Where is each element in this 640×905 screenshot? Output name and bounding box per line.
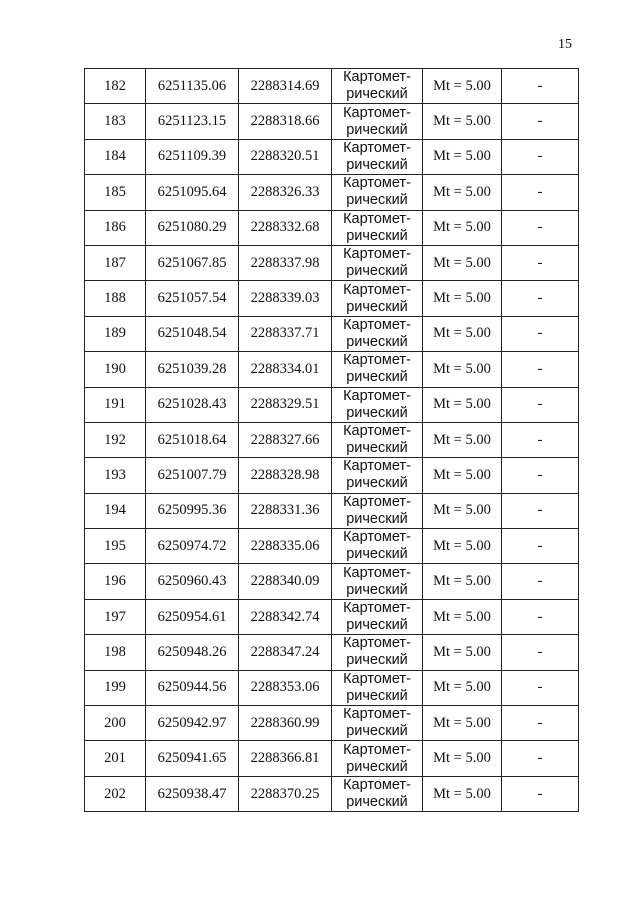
method-cell xyxy=(332,210,423,245)
table-row xyxy=(85,139,579,174)
method-cell xyxy=(332,706,423,741)
method-text-line: Картомет- xyxy=(343,316,411,333)
accuracy-cell: Mt = 5.00 xyxy=(423,529,502,564)
x-coordinate-cell: 6251039.28 xyxy=(146,352,239,387)
method-cell xyxy=(332,281,423,316)
accuracy-cell: Mt = 5.00 xyxy=(423,316,502,351)
method-text-line: рический xyxy=(346,156,408,173)
coordinates-table xyxy=(84,68,579,812)
method-text-line: Картомет- xyxy=(343,706,411,723)
table-row xyxy=(85,564,579,599)
method-cell xyxy=(332,245,423,280)
table-row xyxy=(85,529,579,564)
method-cell xyxy=(332,104,423,139)
table-row xyxy=(85,210,579,245)
method-cell xyxy=(332,422,423,457)
accuracy-cell: Mt = 5.00 xyxy=(423,706,502,741)
method-text-line: Картомет- xyxy=(343,600,411,617)
method-text-line: Картомет- xyxy=(343,423,411,440)
y-coordinate-cell: 2288366.81 xyxy=(239,741,332,776)
note-cell: - xyxy=(502,316,579,351)
method-text-line: рический xyxy=(346,475,408,492)
y-coordinate-cell: 2288340.09 xyxy=(239,564,332,599)
y-coordinate-cell: 2288337.98 xyxy=(239,245,332,280)
y-coordinate-cell: 2288334.01 xyxy=(239,352,332,387)
method-text-line: рический xyxy=(346,510,408,527)
note-cell: - xyxy=(502,139,579,174)
point-number-cell: 199 xyxy=(85,670,146,705)
y-coordinate-cell: 2288327.66 xyxy=(239,422,332,457)
point-number-cell: 202 xyxy=(85,776,146,811)
method-text-line: Картомет- xyxy=(343,246,411,263)
point-number-cell: 196 xyxy=(85,564,146,599)
table-row xyxy=(85,776,579,811)
point-number-cell: 188 xyxy=(85,281,146,316)
y-coordinate-cell: 2288320.51 xyxy=(239,139,332,174)
note-cell: - xyxy=(502,776,579,811)
point-number-cell: 197 xyxy=(85,599,146,634)
note-cell: - xyxy=(502,104,579,139)
method-cell xyxy=(332,776,423,811)
method-text-line: рический xyxy=(346,581,408,598)
table-row xyxy=(85,104,579,139)
point-number-cell: 191 xyxy=(85,387,146,422)
table-row xyxy=(85,458,579,493)
method-text-line: Картомет- xyxy=(343,777,411,793)
y-coordinate-cell: 2288335.06 xyxy=(239,529,332,564)
method-text-line: Картомет- xyxy=(343,529,411,546)
accuracy-cell: Mt = 5.00 xyxy=(423,776,502,811)
note-cell: - xyxy=(502,352,579,387)
point-number-cell: 189 xyxy=(85,316,146,351)
method-text-line: Картомет- xyxy=(343,458,411,475)
y-coordinate-cell: 2288314.69 xyxy=(239,69,332,104)
x-coordinate-cell: 6251057.54 xyxy=(146,281,239,316)
note-cell: - xyxy=(502,458,579,493)
x-coordinate-cell: 6251028.43 xyxy=(146,387,239,422)
point-number-cell: 201 xyxy=(85,741,146,776)
method-text-line: рический xyxy=(346,440,408,457)
note-cell: - xyxy=(502,529,579,564)
y-coordinate-cell: 2288318.66 xyxy=(239,104,332,139)
table-row xyxy=(85,741,579,776)
table-row xyxy=(85,245,579,280)
point-number-cell: 200 xyxy=(85,706,146,741)
method-text-line: рический xyxy=(346,227,408,244)
method-text-line: рический xyxy=(346,369,408,386)
method-text-line: Картомет- xyxy=(343,493,411,510)
note-cell: - xyxy=(502,670,579,705)
point-number-cell: 190 xyxy=(85,352,146,387)
method-text-line: рический xyxy=(346,723,408,740)
method-cell xyxy=(332,69,423,104)
accuracy-cell: Mt = 5.00 xyxy=(423,245,502,280)
y-coordinate-cell: 2288370.25 xyxy=(239,776,332,811)
method-text-line: рический xyxy=(346,298,408,315)
x-coordinate-cell: 6250942.97 xyxy=(146,706,239,741)
method-cell xyxy=(332,635,423,670)
accuracy-cell: Mt = 5.00 xyxy=(423,422,502,457)
method-text-line: Картомет- xyxy=(343,139,411,156)
method-text-line: рический xyxy=(346,794,408,810)
note-cell: - xyxy=(502,493,579,528)
accuracy-cell: Mt = 5.00 xyxy=(423,69,502,104)
x-coordinate-cell: 6250960.43 xyxy=(146,564,239,599)
y-coordinate-cell: 2288328.98 xyxy=(239,458,332,493)
table-row xyxy=(85,493,579,528)
x-coordinate-cell: 6250995.36 xyxy=(146,493,239,528)
note-cell: - xyxy=(502,564,579,599)
x-coordinate-cell: 6250944.56 xyxy=(146,670,239,705)
method-text-line: Картомет- xyxy=(343,69,411,86)
method-text-line: Картомет- xyxy=(343,175,411,192)
point-number-cell: 185 xyxy=(85,175,146,210)
accuracy-cell: Mt = 5.00 xyxy=(423,458,502,493)
method-text-line: рический xyxy=(346,546,408,563)
method-text-line: рический xyxy=(346,121,408,138)
method-text-line: рический xyxy=(346,404,408,421)
y-coordinate-cell: 2288360.99 xyxy=(239,706,332,741)
note-cell: - xyxy=(502,69,579,104)
y-coordinate-cell: 2288337.71 xyxy=(239,316,332,351)
method-text-line: Картомет- xyxy=(343,741,411,758)
point-number-cell: 198 xyxy=(85,635,146,670)
method-text-line: Картомет- xyxy=(343,352,411,369)
x-coordinate-cell: 6250954.61 xyxy=(146,599,239,634)
accuracy-cell: Mt = 5.00 xyxy=(423,210,502,245)
x-coordinate-cell: 6250938.47 xyxy=(146,776,239,811)
note-cell: - xyxy=(502,741,579,776)
y-coordinate-cell: 2288353.06 xyxy=(239,670,332,705)
note-cell: - xyxy=(502,210,579,245)
method-cell xyxy=(332,670,423,705)
point-number-cell: 183 xyxy=(85,104,146,139)
note-cell: - xyxy=(502,599,579,634)
x-coordinate-cell: 6251007.79 xyxy=(146,458,239,493)
method-text-line: рический xyxy=(346,192,408,209)
table-row xyxy=(85,706,579,741)
x-coordinate-cell: 6251018.64 xyxy=(146,422,239,457)
note-cell: - xyxy=(502,706,579,741)
y-coordinate-cell: 2288342.74 xyxy=(239,599,332,634)
point-number-cell: 195 xyxy=(85,529,146,564)
method-text-line: рический xyxy=(346,617,408,634)
y-coordinate-cell: 2288339.03 xyxy=(239,281,332,316)
table-row xyxy=(85,281,579,316)
accuracy-cell: Mt = 5.00 xyxy=(423,635,502,670)
accuracy-cell: Mt = 5.00 xyxy=(423,670,502,705)
accuracy-cell: Mt = 5.00 xyxy=(423,741,502,776)
accuracy-cell: Mt = 5.00 xyxy=(423,104,502,139)
method-text-line: Картомет- xyxy=(343,635,411,652)
method-text-line: Картомет- xyxy=(343,281,411,298)
accuracy-cell: Mt = 5.00 xyxy=(423,175,502,210)
method-text-line: Картомет- xyxy=(343,387,411,404)
table-row xyxy=(85,635,579,670)
table-row xyxy=(85,599,579,634)
method-text-line: рический xyxy=(346,333,408,350)
note-cell: - xyxy=(502,281,579,316)
table-row xyxy=(85,670,579,705)
method-text-line: рический xyxy=(346,687,408,704)
accuracy-cell: Mt = 5.00 xyxy=(423,493,502,528)
table-row xyxy=(85,352,579,387)
method-cell xyxy=(332,387,423,422)
y-coordinate-cell: 2288329.51 xyxy=(239,387,332,422)
method-cell xyxy=(332,529,423,564)
accuracy-cell: Mt = 5.00 xyxy=(423,599,502,634)
method-text-line: рический xyxy=(346,758,408,775)
method-cell xyxy=(332,458,423,493)
note-cell: - xyxy=(502,245,579,280)
point-number-cell: 192 xyxy=(85,422,146,457)
method-text-line: Картомет- xyxy=(343,670,411,687)
coordinates-table-body xyxy=(85,69,579,812)
point-number-cell: 187 xyxy=(85,245,146,280)
method-cell xyxy=(332,175,423,210)
x-coordinate-cell: 6251095.64 xyxy=(146,175,239,210)
point-number-cell: 186 xyxy=(85,210,146,245)
method-text-line: рический xyxy=(346,263,408,280)
table-row xyxy=(85,175,579,210)
point-number-cell: 184 xyxy=(85,139,146,174)
x-coordinate-cell: 6251080.29 xyxy=(146,210,239,245)
x-coordinate-cell: 6251123.15 xyxy=(146,104,239,139)
method-cell xyxy=(332,493,423,528)
table-row xyxy=(85,69,579,104)
x-coordinate-cell: 6250941.65 xyxy=(146,741,239,776)
note-cell: - xyxy=(502,635,579,670)
table-row xyxy=(85,387,579,422)
page-number: 15 xyxy=(558,37,572,52)
x-coordinate-cell: 6251135.06 xyxy=(146,69,239,104)
note-cell: - xyxy=(502,422,579,457)
accuracy-cell: Mt = 5.00 xyxy=(423,281,502,316)
method-cell xyxy=(332,316,423,351)
y-coordinate-cell: 2288332.68 xyxy=(239,210,332,245)
method-cell xyxy=(332,741,423,776)
x-coordinate-cell: 6250974.72 xyxy=(146,529,239,564)
x-coordinate-cell: 6251067.85 xyxy=(146,245,239,280)
x-coordinate-cell: 6251048.54 xyxy=(146,316,239,351)
x-coordinate-cell: 6250948.26 xyxy=(146,635,239,670)
method-cell xyxy=(332,139,423,174)
point-number-cell: 194 xyxy=(85,493,146,528)
accuracy-cell: Mt = 5.00 xyxy=(423,387,502,422)
note-cell: - xyxy=(502,387,579,422)
method-text-line: Картомет- xyxy=(343,210,411,227)
table-row xyxy=(85,316,579,351)
accuracy-cell: Mt = 5.00 xyxy=(423,564,502,599)
table-row xyxy=(85,422,579,457)
point-number-cell: 182 xyxy=(85,69,146,104)
method-text-line: Картомет- xyxy=(343,104,411,121)
x-coordinate-cell: 6251109.39 xyxy=(146,139,239,174)
y-coordinate-cell: 2288326.33 xyxy=(239,175,332,210)
accuracy-cell: Mt = 5.00 xyxy=(423,139,502,174)
y-coordinate-cell: 2288347.24 xyxy=(239,635,332,670)
method-text-line: Картомет- xyxy=(343,564,411,581)
accuracy-cell: Mt = 5.00 xyxy=(423,352,502,387)
point-number-cell: 193 xyxy=(85,458,146,493)
method-cell xyxy=(332,352,423,387)
method-cell xyxy=(332,564,423,599)
method-text-line: рический xyxy=(346,86,408,103)
method-cell xyxy=(332,599,423,634)
note-cell: - xyxy=(502,175,579,210)
y-coordinate-cell: 2288331.36 xyxy=(239,493,332,528)
method-text-line: рический xyxy=(346,652,408,669)
